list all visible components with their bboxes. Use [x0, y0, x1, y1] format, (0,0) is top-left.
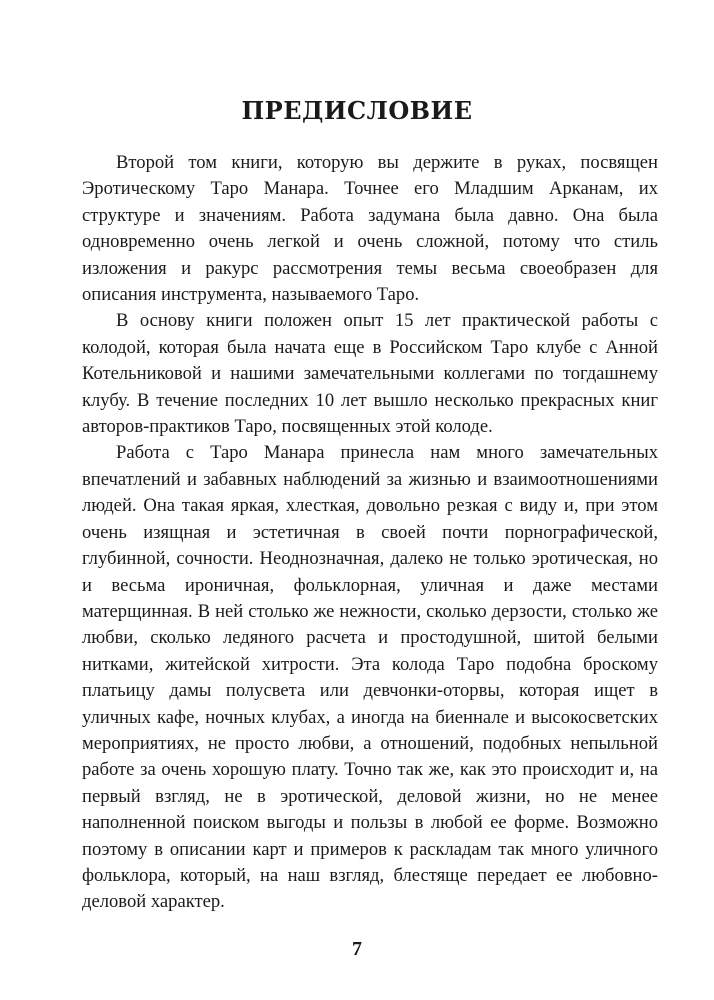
body-text: [82, 150, 658, 916]
page-title: ПРЕДИСЛОВИЕ: [241, 96, 473, 125]
paragraph-2: В основу книги положен опыт 15 лет практической работы с колодой, которая была начата еще в Российском Таро клубе с Анной Котельниковой и нашими замечательными коллегами по тогдашнему клубу. В течение последних 10 лет вышло несколько прекрасных книг авторов-практиков Таро, посвященных этой колоде.: [82, 310, 658, 438]
paragraph-1: Второй том книги, которую вы держите в руках, посвящен Эротическому Таро Манара. Точнее его Младшим Арканам, их структуре и значениям. Работа задумана была давно. Она была одновременно очень легкой и очень сложной, потому что стиль изложения и ракурс рассмотрения темы весьма своеобразен для описания инструмента, называемого Таро.: [82, 152, 658, 306]
paragraph-3: Работа с Таро Манара принесла нам много замечательных впечатлений и забавных наблюдений за жизнью и взаимоотношениями людей. Она такая яркая, хлесткая, довольно резкая с виду и, при этом очень изящная и эстетичная в своей почти порнографической, глубинной, сочности. Неоднозначная, далеко не только эротическая, но и весьма ироничная, фольклорная, уличная и даже местами матерщинная. В ней столько же нежности, сколько дерзости, столько же любви, сколько ледяного расчета и простодушной, шитой белыми нитками, житейской хитрости. Эта колода Таро подобна броскому платьицу дамы полусвета или девчонки-оторвы, которая ищет в уличных кафе, ночных клубах, а иногда на биеннале и высокосветских мероприятиях, не просто любви, а отношений, подобных непыльной работе за очень хорошую плату. Точно так же, как это происходит и, на первый взгляд, не в эротической, деловой жизни, но не менее наполненной поиском выгоды и пользы в любой ее форме. Возможно поэтому в описании карт и примеров к раскладам так много уличного фольклора, который, на наш взгляд, блестяще передает ее любовно-деловой характер.: [82, 442, 658, 913]
page-number: 7: [352, 938, 362, 960]
